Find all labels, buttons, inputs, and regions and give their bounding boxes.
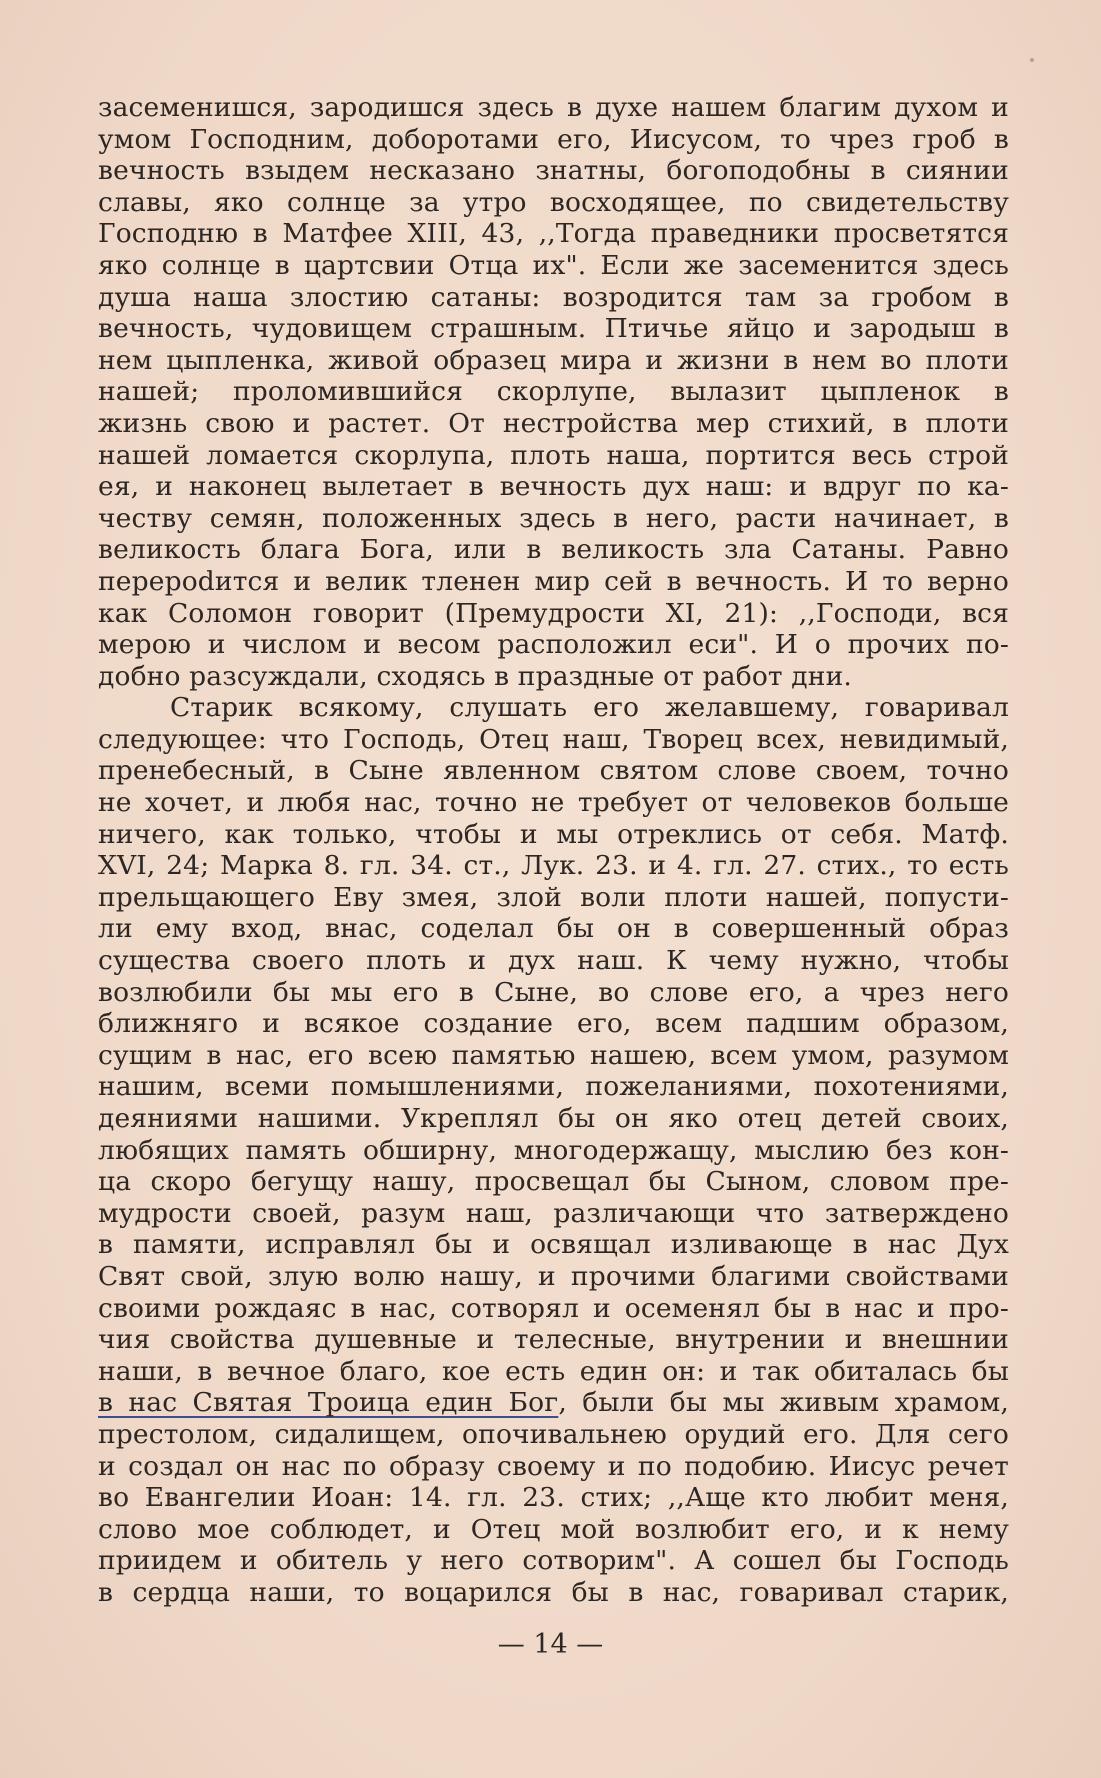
text-line: мудрости своей, разум наш, различающи что затверждено	[98, 1197, 1009, 1229]
text-line: нашей ломается скорлупа, плоть наша, портится весь строй	[98, 439, 1009, 471]
body-text	[98, 92, 1009, 1609]
text-line: нашей; проломившийся скорлупе, вылазит цыпленок в	[98, 376, 1009, 408]
text-line: славы, яко солнце за утро восходящее, по свидетельству	[98, 186, 1009, 218]
underlined-phrase: в нас Святая Троица един Бог	[98, 1387, 559, 1419]
text-line: пренебесный, в Сыне явленном святом слове своем, точно	[98, 755, 1009, 787]
text-line: наши, в вечное благо, кое есть един он: и так обиталась бы	[98, 1355, 1009, 1387]
text-line: любящих память обширну, многодержащу, мыслию без кон-	[98, 1134, 1009, 1166]
text-line: следующее: что Господь, Отец наш, Творец всех, невидимый,	[98, 723, 1009, 755]
text-line: душа наша злостию сатаны: возродится там за гробом в	[98, 281, 1009, 313]
text-line: ли ему вход, внас, соделал бы он в совершенный образ	[98, 913, 1009, 945]
text-line: возлюбили бы мы его в Сыне, во слове его, а чрез него	[98, 976, 1009, 1008]
text-line: перерodится и велик тленен мир сей в вечность. И то верно	[98, 565, 1009, 597]
text-line: честву семян, положенных здесь в него, расти начинает, в	[98, 502, 1009, 534]
text-line: ея, и наконец вылетает в вечность дух наш: и вдруг по ка-	[98, 471, 1009, 503]
text-line: ближняго и всякое создание его, всем падшим образом,	[98, 1008, 1009, 1040]
text-line-underlined	[98, 1387, 1009, 1419]
text-line: как Соломон говорит (Премудрости XI, 21): ,,Господи, вся	[98, 597, 1009, 629]
text-line: Свят свой, злую волю нашу, и прочими благими свойствами	[98, 1260, 1009, 1292]
text-line: сущим в нас, его всею памятью нашею, всем умом, разумом	[98, 1039, 1009, 1071]
text-line: вечность взыдем несказано знатны, богоподобны в сиянии	[98, 155, 1009, 187]
text-line: и создал он нас по образу своему и по подобию. Иисус речет	[98, 1450, 1009, 1482]
text-line: нем цыпленка, живой образец мира и жизни в нем во плоти	[98, 344, 1009, 376]
text-line: своими рождаяс в нас, сотворял и осеменял бы в нас и про-	[98, 1292, 1009, 1324]
text-line: XVI, 24; Марка 8. гл. 34. ст., Лук. 23. и 4. гл. 27. стих., то есть	[98, 850, 1009, 882]
text-line: умом Господним, доборотами его, Иисусом, то чрез гроб в	[98, 123, 1009, 155]
text-line: чия свойства душевные и телесные, внутрении и внешнии	[98, 1324, 1009, 1356]
text-line: Господню в Матфее XIII, 43, ,,Тогда праведники просветятся	[98, 218, 1009, 250]
text-line: яко солнце в цартсвии Отца их". Если же засеменится здесь	[98, 249, 1009, 281]
text-line: добно разсуждали, сходясь в праздные от работ дни.	[98, 660, 852, 692]
text-line: в сердца наши, то воцарился бы в нас, говаривал старик,	[98, 1576, 1009, 1608]
text-line: нашим, всеми помышлениями, пожеланиями, похотениями,	[98, 1071, 1009, 1103]
text-line: жизнь свою и растет. От нестройства мер стихий, в плоти	[98, 407, 1009, 439]
line-continuation: , были бы мы живым храмом,	[558, 1387, 1009, 1419]
text-line: вечность, чудовищем страшным. Птичье яйцо и зародыш в	[98, 313, 1009, 345]
text-line: Старик всякому, слушать его желавшему, говаривал	[170, 692, 1009, 724]
text-line: ца скоро бегущу нашу, просвещал бы Сыном, словом пре-	[98, 1166, 1009, 1198]
text-line: прельщающего Еву змея, злой воли плоти нашей, попусти-	[98, 881, 1009, 913]
text-line: в памяти, исправлял бы и освящал изливающе в нас Дух	[98, 1229, 1009, 1261]
text-line: засеменишся, зародишся здесь в духе нашем благим духом и	[98, 92, 1009, 123]
text-line: престолом, сидалищем, опочивальнею орудий его. Для сего	[98, 1418, 1009, 1450]
paper-speck	[1030, 58, 1034, 62]
text-line: существа своего плоть и дух наш. К чему нужно, чтобы	[98, 945, 1009, 977]
text-line: не хочет, и любя нас, точно не требует от человеков больше	[98, 787, 1009, 819]
text-line: приидем и обитель у него сотворим". А сошел бы Господь	[98, 1545, 1009, 1577]
text-line: ничего, как только, чтобы и мы отреклись от себя. Матф.	[98, 818, 1009, 850]
text-line: деяниями нашими. Укреплял бы он яко отец детей своих,	[98, 1103, 1009, 1134]
text-line: великость блага Бога, или в великость зла Сатаны. Равно	[98, 534, 1009, 566]
text-line: мерою и числом и весом расположил еси". И о прочих по-	[98, 629, 1009, 661]
text-line: слово мое соблюдет, и Отец мой возлюбит его, и к нему	[98, 1513, 1009, 1545]
text-line: во Евангелии Иоан: 14. гл. 23. стих; ,,Аще кто любит меня,	[98, 1482, 1009, 1514]
page-number: — 14 —	[497, 1629, 604, 1660]
